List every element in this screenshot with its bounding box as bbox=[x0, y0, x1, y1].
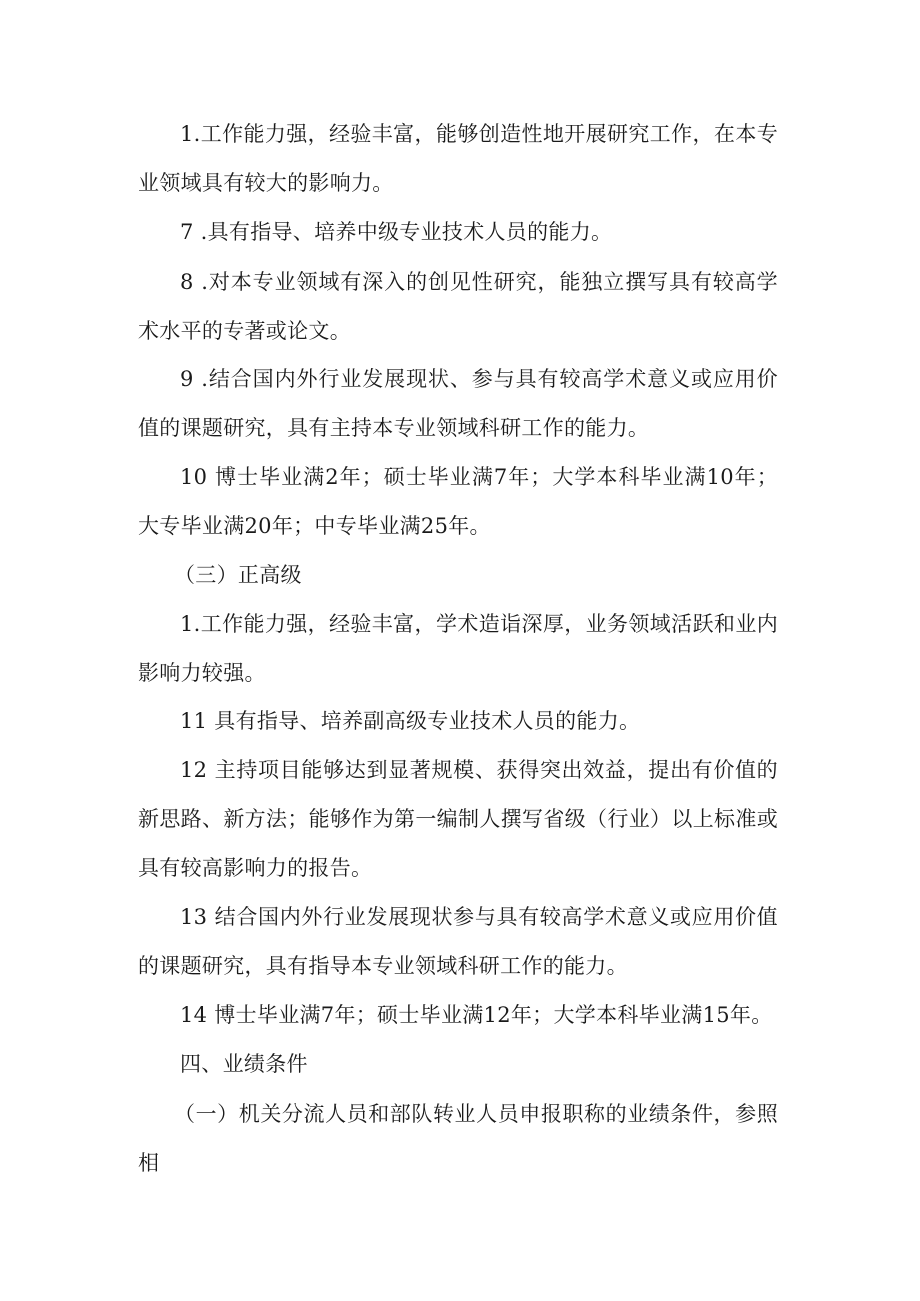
paragraph-2: 7 .具有指导、培养中级专业技术人员的能力。 bbox=[180, 220, 613, 244]
section-heading-performance: 四、业绩条件 bbox=[180, 1052, 308, 1076]
paragraph-5: 10 博士毕业满2年；硕士毕业满7年；大学本科毕业满10年；大专毕业满20年；中专毕业满25年。 bbox=[138, 465, 778, 538]
paragraph-13: （一）机关分流人员和部队转业人员申报职称的业绩条件，参照相 bbox=[138, 1102, 778, 1175]
paragraph-8: 11 具有指导、培养副高级专业技术人员的能力。 bbox=[180, 709, 641, 733]
paragraph-7: 1.工作能力强，经验丰富，学术造诣深厚，业务领域活跃和业内影响力较强。 bbox=[138, 612, 778, 685]
paragraph-3: 8 .对本专业领域有深入的创见性研究，能独立撰写具有较高学术水平的专著或论文。 bbox=[138, 270, 778, 343]
paragraph-4: 9 .结合国内外行业发展现状、参与具有较高学术意义或应用价值的课题研究，具有主持本专业领域科研工作的能力。 bbox=[138, 367, 778, 440]
section-heading-senior: （三）正高级 bbox=[174, 563, 302, 587]
paragraph-11: 14 博士毕业满7年；硕士毕业满12年；大学本科毕业满15年。 bbox=[180, 1003, 773, 1027]
paragraph-9: 12 主持项目能够达到显著规模、获得突出效益，提出有价值的新思路、新方法；能够作为第一编制人撰写省级（行业）以上标准或具有较高影响力的报告。 bbox=[138, 758, 778, 880]
paragraph-10: 13 结合国内外行业发展现状参与具有较高学术意义或应用价值的课题研究，具有指导本专业领域科研工作的能力。 bbox=[138, 905, 778, 978]
paragraph-1: 1.工作能力强，经验丰富，能够创造性地开展研究工作，在本专业领域具有较大的影响力。 bbox=[138, 122, 778, 195]
